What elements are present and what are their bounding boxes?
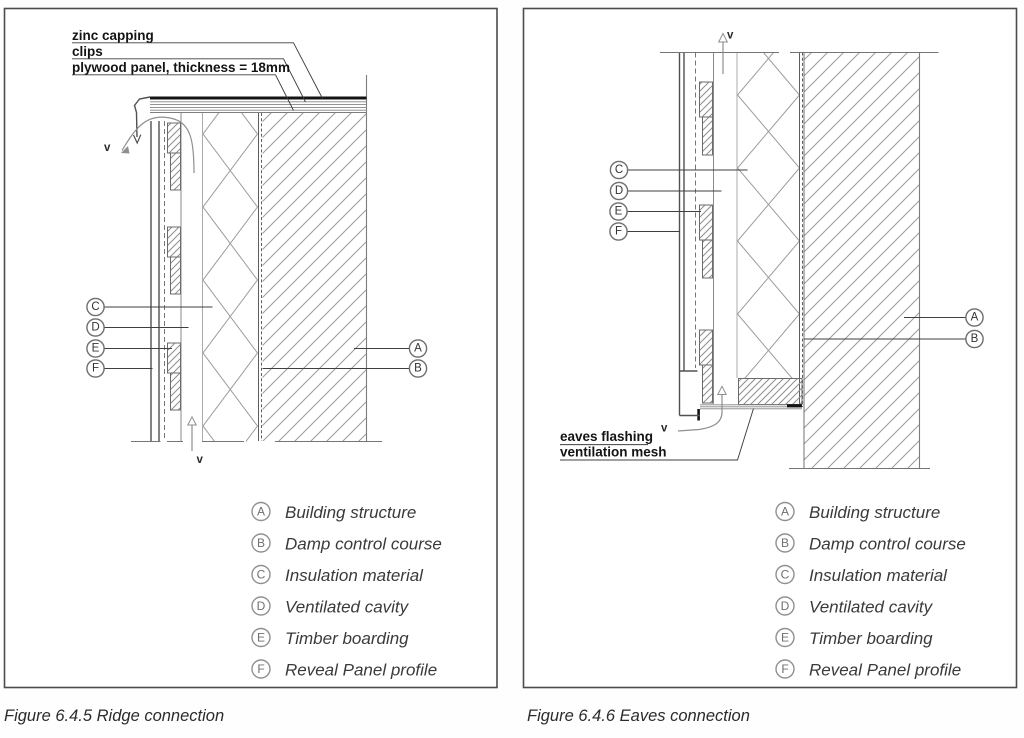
figure-eaves-connection <box>524 9 1017 688</box>
vent-label-bottom: v <box>196 454 203 466</box>
svg-text:D: D <box>91 321 100 334</box>
plywood-panel-label: plywood panel, thickness = 18mm <box>72 60 290 75</box>
svg-text:D: D <box>256 599 266 613</box>
svg-text:Ventilated cavity: Ventilated cavity <box>285 597 409 617</box>
svg-text:E: E <box>256 630 266 645</box>
svg-text:F: F <box>614 225 623 238</box>
svg-text:Damp control course: Damp control course <box>285 534 442 554</box>
zinc-capping-label: zinc capping <box>72 28 154 43</box>
svg-text:Reveal Panel profile: Reveal Panel profile <box>809 660 962 680</box>
svg-text:C: C <box>780 567 790 582</box>
svg-text:E: E <box>780 630 790 645</box>
svg-text:Damp control course: Damp control course <box>809 534 966 554</box>
svg-text:F: F <box>91 362 100 375</box>
svg-text:B: B <box>414 362 422 375</box>
clips-label: clips <box>72 44 103 59</box>
building-structure-hatch <box>804 53 920 469</box>
svg-text:F: F <box>781 662 789 676</box>
svg-text:B: B <box>970 333 979 345</box>
svg-text:C: C <box>614 164 624 176</box>
svg-text:A: A <box>970 311 979 324</box>
svg-text:Building structure: Building structure <box>809 503 941 522</box>
svg-text:B: B <box>256 536 266 550</box>
svg-text:A: A <box>256 504 266 519</box>
svg-text:F: F <box>257 662 265 676</box>
svg-text:A: A <box>780 504 790 519</box>
svg-text:C: C <box>91 301 100 313</box>
svg-text:Reveal Panel profile: Reveal Panel profile <box>285 660 438 680</box>
vent-label-top: v <box>104 142 111 154</box>
vent-label-bottom: v <box>661 422 668 435</box>
figure-caption-left: Figure 6.4.5 Ridge connection <box>4 707 225 725</box>
svg-text:C: C <box>256 567 266 582</box>
svg-text:Ventilated cavity: Ventilated cavity <box>809 597 933 617</box>
svg-text:Building structure: Building structure <box>285 503 417 522</box>
svg-text:E: E <box>91 342 100 355</box>
figure-caption-right: Figure 6.4.6 Eaves connection <box>527 707 750 725</box>
svg-text:Timber boarding: Timber boarding <box>285 629 409 648</box>
svg-text:Insulation material: Insulation material <box>809 566 947 585</box>
flashing-drip <box>697 409 700 421</box>
figure-ridge-connection <box>5 9 498 688</box>
vent-label-top: v <box>727 29 734 42</box>
svg-text:Insulation material: Insulation material <box>285 566 423 585</box>
ventilation-mesh-label: ventilation mesh <box>560 444 667 460</box>
svg-text:E: E <box>614 205 623 218</box>
ventilation-mesh-block <box>739 379 803 405</box>
zinc-capping-plate <box>150 97 367 100</box>
flashing-dark-segment <box>787 404 802 407</box>
svg-text:D: D <box>614 185 624 197</box>
svg-text:D: D <box>780 599 790 613</box>
svg-text:A: A <box>414 342 422 355</box>
svg-text:Timber boarding: Timber boarding <box>809 629 933 648</box>
building-structure-hatch <box>263 113 367 442</box>
svg-text:B: B <box>780 536 790 550</box>
eaves-flashing-label: eaves flashing <box>560 429 654 444</box>
